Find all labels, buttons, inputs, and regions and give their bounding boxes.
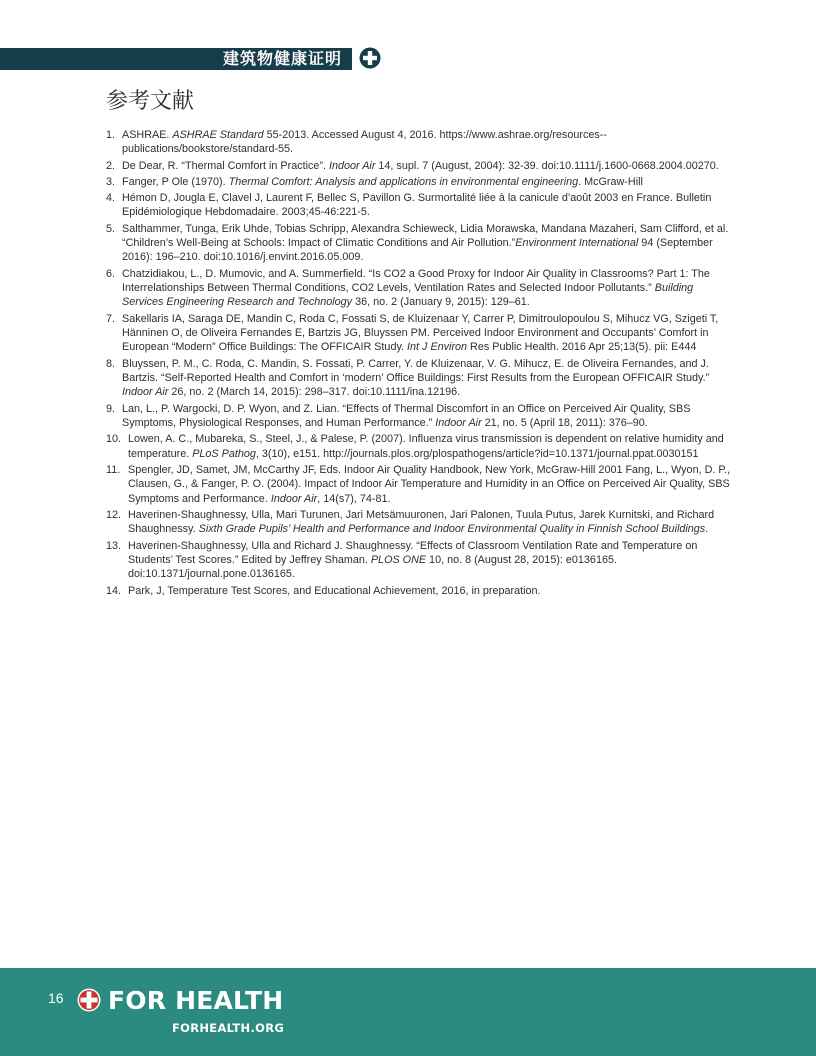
reference-segment: Haverinen-Shaughnessy, Ulla, Mari Turunen, Jari Metsämuuronen, Jari Palonen, Tuula Putus, Jarek Kurnitski, and Richard Shaughnessy. — [128, 508, 715, 536]
reference-number: 12. — [106, 508, 122, 521]
reference-number: 6. — [106, 267, 116, 280]
reference-number: 14. — [106, 584, 122, 597]
reference-text — [128, 508, 736, 537]
reference-number: 13. — [106, 539, 122, 552]
reference-text — [122, 222, 736, 265]
reference-text — [122, 128, 736, 157]
reference-segment: 94 (September 2016): 196–210. doi:10.1016/j.envint.2016.05.009. — [122, 237, 713, 264]
reference-item — [106, 432, 736, 461]
reference-item — [106, 508, 736, 537]
logo-cross-h — [81, 998, 98, 1003]
reference-segment: , 14(s7), 74-81. — [317, 492, 391, 505]
references-list — [106, 128, 736, 600]
reference-segment: . McGraw-Hill — [578, 175, 643, 188]
footer-brand: FOR HEALTH — [108, 986, 284, 1015]
reference-item — [106, 191, 736, 220]
reference-segment: Spengler, JD, Samet, JM, McCarthy JF, Eds. Indoor Air Quality Handbook, New York, McGraw-Hill 2001 Fang, L., Wyon, D. P., Clausen, G., & Fanger, P. O. (2004). Impact of Indoor Air Temperature and Humidity in an Office on Perceived Air Quality, SBS Symptoms and Performance. — [128, 463, 731, 505]
reference-text — [128, 584, 736, 598]
reference-segment: ASHRAE. — [122, 129, 173, 141]
reference-text — [128, 539, 736, 582]
reference-italic-segment: PLOS ONE — [370, 553, 427, 566]
plus-horizontal — [363, 56, 377, 60]
reference-segment: Bluyssen, P. M., C. Roda, C. Mandin, S. Fossati, P. Carrer, Y. de Kluizenaar, V. G. Mihucz, E. de Oliveira Fernandes, and J. Bartzis. “Self-Reported Health and Comfort in ‘modern’ Office Buildings: First Results from the European OFFICAIR Study.” — [122, 357, 710, 385]
page-title: 参考文献 — [106, 89, 195, 114]
page-number: 16 — [48, 990, 64, 1006]
reference-segment: Salthammer, Tunga, Erik Uhde, Tobias Schripp, Alexandra Schieweck, Lidia Morawska, Mandana Mazaheri, Sam Clifford, et al. “Children’s Well-Being at Schools: Impact of Climatic Conditions and Air Pollution.” — [122, 222, 729, 250]
header-bar — [0, 48, 352, 70]
footer — [0, 968, 816, 1056]
reference-item — [106, 463, 736, 506]
reference-segment: Sakellaris IA, Saraga DE, Mandin C, Roda C, Fossati S, de Kluizenaar Y, Carrer P, Dimitroulopoulou S, Mihucz VG, Szigeti T, Hänninen O, de Oliveira Fernandes E, Bartzis JG, Bluyssen PM. Perceived Indoor Environment and Occupants’ Comfort in European “Modern” Office Buildings: The OFFICAIR Study. — [122, 312, 719, 354]
reference-number: 9. — [106, 402, 116, 415]
reference-segment: 10, no. 8 (August 28, 2015): e0136165. doi:10.1371/journal.pone.0136165. — [128, 553, 617, 581]
reference-italic-segment: Environment International — [515, 237, 639, 250]
reference-text — [122, 402, 736, 431]
reference-number: 2. — [106, 159, 116, 172]
reference-item — [106, 312, 736, 355]
reference-number: 11. — [106, 463, 121, 476]
reference-text — [122, 312, 736, 355]
reference-item — [106, 357, 736, 400]
reference-segment: De Dear, R. “Thermal Comfort in Practice”. — [122, 159, 329, 172]
reference-number: 4. — [106, 192, 116, 205]
reference-item — [106, 159, 736, 173]
reference-segment: 36, no. 2 (January 9, 2015): 129–61. — [352, 296, 530, 309]
reference-number: 1. — [106, 129, 116, 141]
reference-segment: Fanger, P Ole (1970). — [122, 175, 229, 188]
reference-italic-segment: ASHRAE Standard — [172, 129, 264, 141]
reference-italic-segment: Thermal Comfort: Analysis and applications in environmental engineering — [228, 175, 579, 188]
reference-segment: 26, no. 2 (March 14, 2015): 298–317. doi:10.1111/ina.12196. — [168, 386, 461, 399]
reference-item — [106, 128, 736, 157]
reference-italic-segment: Indoor Air — [270, 492, 318, 505]
red-cross-logo-icon — [77, 988, 101, 1012]
reference-text — [128, 463, 736, 506]
reference-italic-segment: Indoor Air — [122, 386, 169, 399]
reference-italic-segment: Indoor Air — [435, 417, 482, 430]
reference-italic-segment: Sixth Grade Pupils’ Health and Performance and Indoor Environmental Quality in Finnish School Buildings — [198, 523, 706, 536]
reference-text — [122, 175, 736, 189]
reference-segment: Park, J, Temperature Test Scores, and Educational Achievement, 2016, in preparation. — [128, 584, 541, 597]
footer-url-link[interactable]: FORHEALTH.ORG — [172, 1021, 285, 1035]
reference-number: 8. — [106, 357, 116, 370]
reference-italic-segment: Indoor Air — [329, 159, 376, 172]
reference-segment: Res Public Health. 2016 Apr 25;13(5). pii: E444 — [467, 341, 697, 354]
reference-item — [106, 222, 736, 265]
reference-item — [106, 402, 736, 431]
reference-segment: , 3(10), e151. http://journals.plos.org/plospathogens/article?id=10.1371/journal.ppat.0030151 — [255, 447, 699, 460]
reference-italic-segment: Building Services Engineering Research and Technology — [122, 282, 694, 309]
reference-segment: 55-2013. Accessed August 4, 2016. https://www.ashrae.org/resources--publications/bookstore/standard-55. — [122, 129, 607, 156]
reference-segment: 21, no. 5 (April 18, 2011): 376–90. — [481, 417, 648, 430]
reference-segment: Chatzidiakou, L., D. Mumovic, and A. Summerfield. “Is CO2 a Good Proxy for Indoor Air Quality in Classrooms? Part 1: The Interrelationships Between Thermal Conditions, CO2 Levels, Ventilation Rates and Selected Indoor Pollutants.” — [122, 267, 710, 295]
reference-italic-segment: Int J Environ — [407, 341, 468, 354]
reference-number: 3. — [106, 175, 116, 188]
reference-text — [128, 432, 736, 461]
reference-number: 10. — [106, 433, 122, 446]
header-title: 建筑物健康证明 — [222, 49, 342, 68]
reference-segment: Lan, L., P. Wargocki, D. P. Wyon, and Z. Lian. “Effects of Thermal Discomfort in an Office on Perceived Air Quality, SBS Symptoms, Physiological Responses, and Human Performance.” — [122, 402, 691, 430]
reference-item — [106, 584, 736, 598]
reference-segment: Haverinen-Shaughnessy, Ulla and Richard J. Shaughnessy. “Effects of Classroom Ventilation Rate and Temperature on Students’ Test Scores.” Edited by Jeffrey Shaman. — [128, 539, 698, 566]
plus-circle-icon — [359, 47, 381, 69]
reference-italic-segment: PLoS Pathog — [192, 447, 256, 460]
reference-segment: Lowen, A. C., Mubareka, S., Steel, J., & Palese, P. (2007). Influenza virus transmission is dependent on relative humidity and temperature. — [128, 433, 724, 460]
reference-text — [122, 357, 736, 400]
reference-segment: Hémon D, Jougla E, Clavel J, Laurent F, Bellec S, Pavillon G. Surmortalité liée à la canicule d’août 2003 en France. Bulletin Epidémiologique Hebdomadaire. 2003;45-46:221-5. — [122, 192, 712, 219]
reference-text — [122, 267, 736, 310]
reference-number: 7. — [106, 312, 116, 325]
reference-item — [106, 175, 736, 189]
reference-segment: . — [705, 523, 709, 536]
reference-item — [106, 267, 736, 310]
reference-item — [106, 539, 736, 582]
reference-text — [122, 159, 736, 173]
reference-segment: 14, supl. 7 (August, 2004): 32-39. doi:10.1111/j.1600-0668.2004.00270. — [375, 159, 719, 172]
reference-number: 5. — [106, 222, 116, 235]
reference-text — [122, 191, 736, 220]
